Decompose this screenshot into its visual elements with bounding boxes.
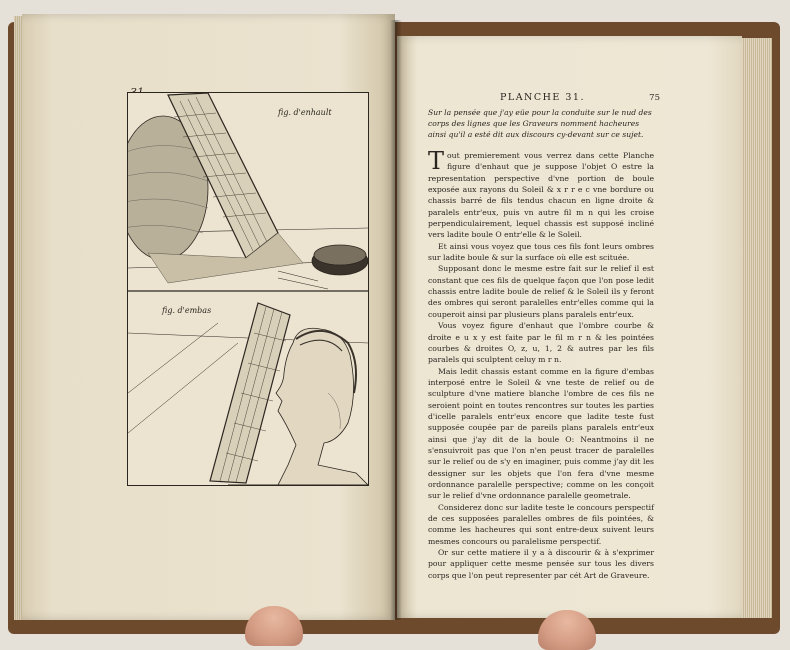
figure-bottom	[128, 303, 368, 485]
paragraph-1: Tout premierement vous verrez dans cette Planche figure d'enhaut que je suppose l'objet O estre la representation perspective d'vne portion de boule exposée aux rayons du Soleil & x r r e c vne bordure ou chassis barré de fils tendus chacun en ligne droite & paralels entr'eux, puis vn autre fil m n qui les croise perpendiculairement, lequel chassis est supposé incliné vers ladite boule O entr'elle & le Soleil.	[428, 147, 654, 240]
paragraph-2: Et ainsi vous voyez que tous ces fils font leurs ombres sur ladite boule & sur la surface où elle est scituée.	[428, 241, 654, 263]
engraving-illustration	[128, 93, 368, 485]
paragraph-5: Mais ledit chassis estant comme en la figure d'embas interposé entre le Soleil & vne teste de relief ou de sculpture d'vne matiere blanche l'ombre de ces fils ne seroient point en toutes rencontres sur toutes les parties d'icelle paralels entr'eux encore que ladite teste fust supposée coupée par de pareils plans paralels entr'eux ainsi que j'ay dit de la boule O: Neantmoins il ne s'ensuivroit pas que l'on n'en peust tracer de paralelles sur le relief ou de s'y en imaginer, puis comme j'ay dit les dessigner sur les objets que l'on fera d'vne mesme ordonnance paralelle perspective; comme on les conçoit sur le relief d'vne ordonnance paralelle geometrale.	[428, 366, 654, 501]
paragraph-4: Vous voyez figure d'enhaut que l'ombre courbe & droite e u x y est faite par le fil m r n & les pointées courbes & droites O, z, u, 1, 2 & autres par les fils paralels qui sculptent celuy m r n.	[428, 321, 654, 365]
paragraph-6: Considerez donc sur ladite teste le concours perspectif de ces supposées paralelles ombres de fils pointées, & comme les hacheures qui sont entre-deux suivent leurs mesmes concours ou paralelisme perspectif.	[428, 502, 654, 546]
paragraph-7: Or sur cette matiere il y a à discourir & à s'exprimer pour appliquer cette mesme pensée sur tous les divers corps que l'on peut representer par cét Art de Graveure.	[428, 548, 654, 580]
paragraph-3: Supposant donc le mesme estre fait sur le relief il est constant que ces fils de quelque façon que l'on pose ledit chassis entre ladite boule de relief & le Soleil ils y feront des ombres qui seront paralelles entr'elles comme qui la couperoit ainsi par plusieurs plans paralels entr'eux.	[428, 264, 654, 319]
book-gutter	[390, 20, 402, 620]
head-drawing	[276, 328, 368, 485]
engraving-plate	[127, 92, 369, 486]
page-edges-right	[742, 38, 772, 618]
body-text	[428, 147, 654, 581]
figure-bottom-label: fig. d'embas	[162, 306, 212, 315]
figure-top	[128, 93, 368, 291]
page-header	[430, 92, 660, 103]
plate-title: PLANCHE 31.	[500, 92, 585, 103]
intro-heading: Sur la pensée que j'ay eüe pour la conduite sur le nud des corps des lignes que les Graveurs nomment hacheures ainsi qu'il a esté dit aux discours cy-devant sur ce sujet.	[428, 108, 652, 139]
page-number: 75	[649, 93, 660, 103]
figure-top-label: fig. d'enhault	[278, 108, 332, 117]
dropcap-letter: T	[428, 147, 445, 175]
